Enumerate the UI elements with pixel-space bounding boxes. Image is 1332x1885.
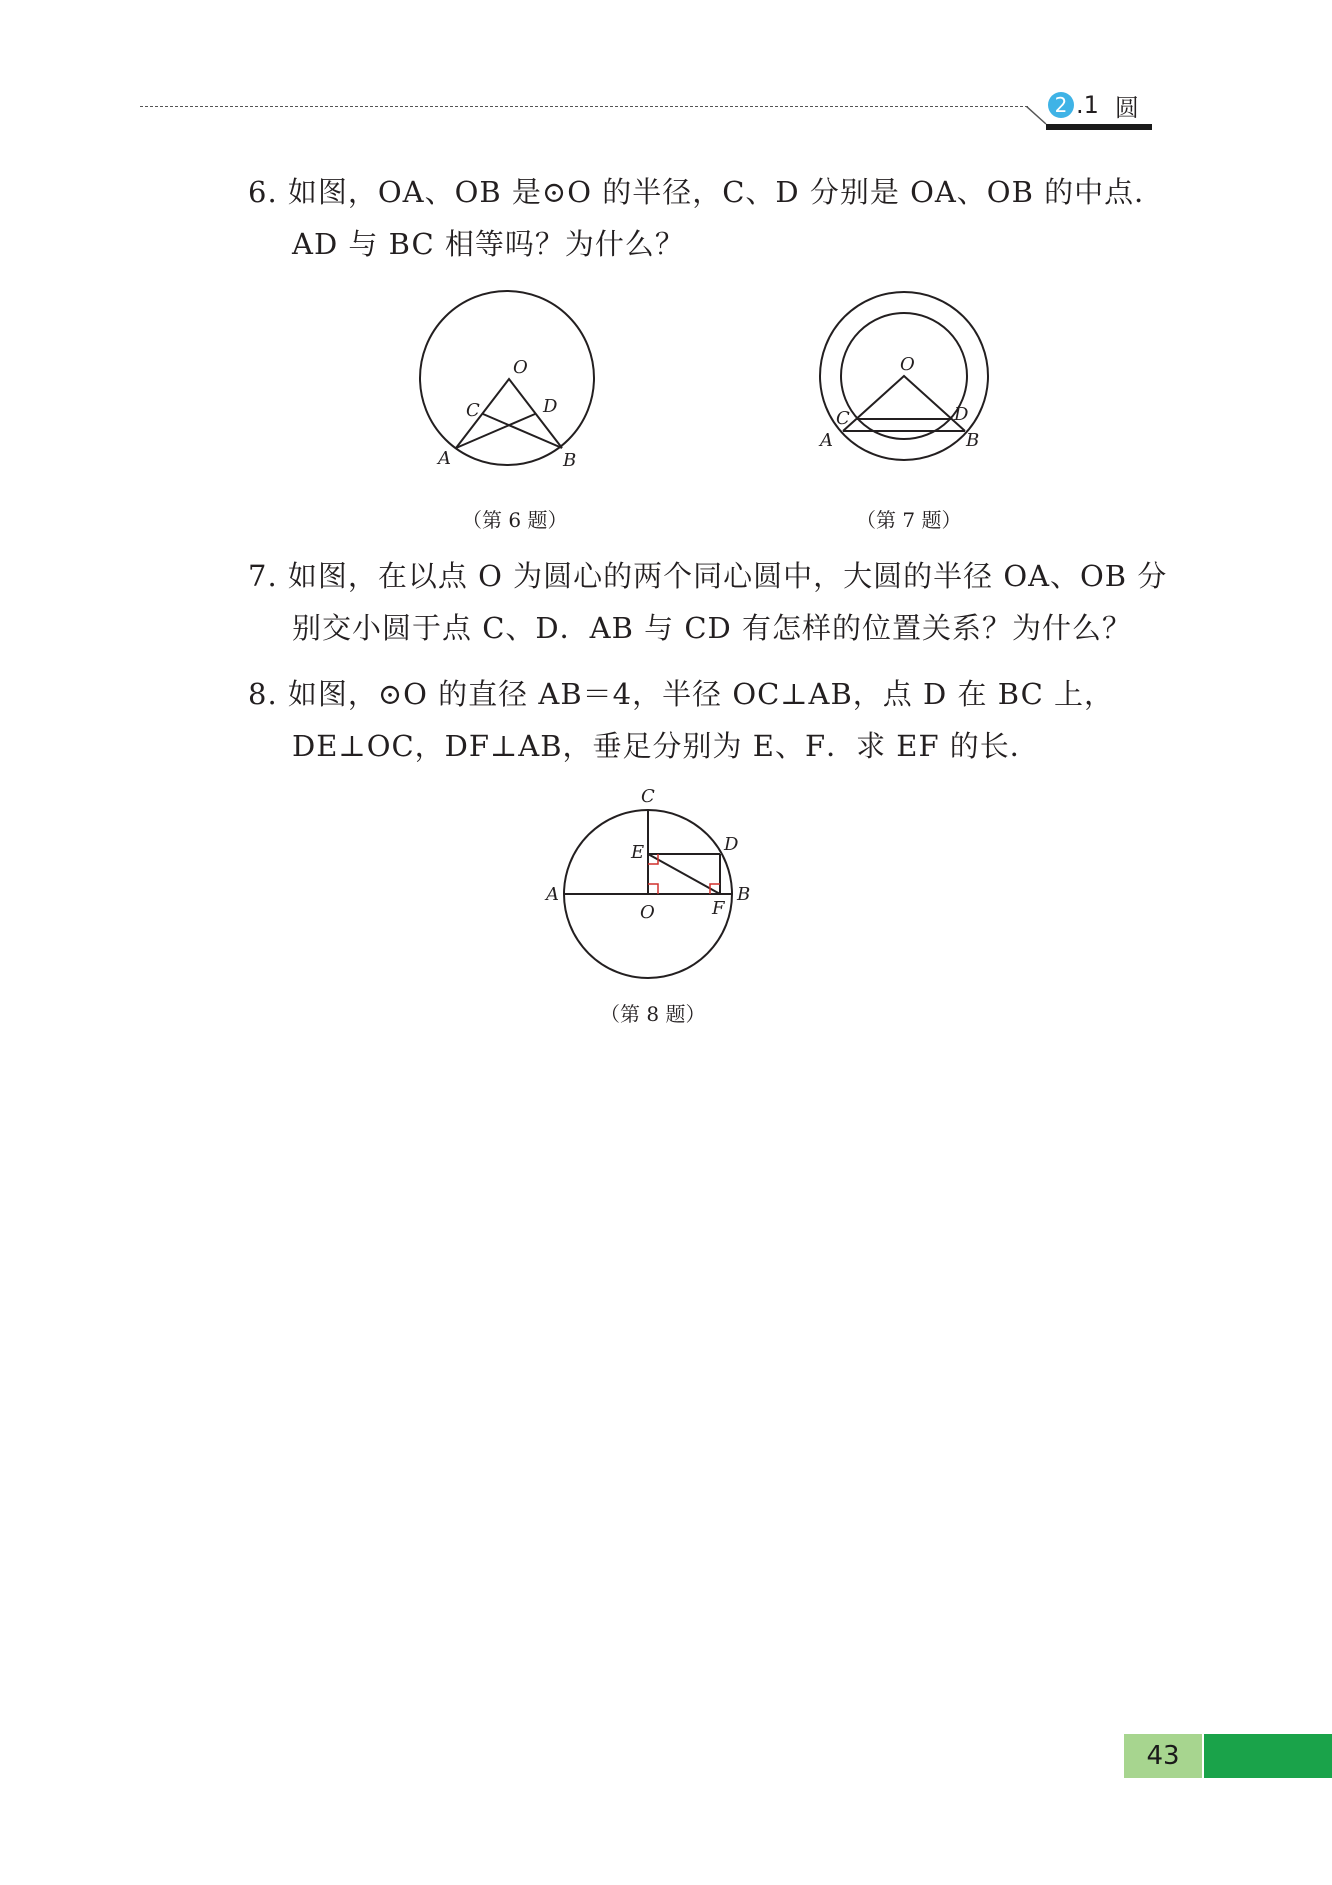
fig7-label-O: O — [900, 354, 915, 375]
figure-6 — [416, 288, 606, 478]
fig8-right-angle-O — [648, 884, 658, 894]
fig6-label-D: D — [543, 396, 558, 417]
figure-6-caption: （第 6 题） — [462, 508, 568, 532]
problem-8-line-2: DE⊥OC，DF⊥AB，垂足分别为 E、F．求 EF 的长． — [292, 729, 1040, 763]
fig7-label-C: C — [836, 408, 850, 429]
figure-8-caption: （第 8 题） — [600, 1002, 706, 1026]
fig8-label-C: C — [641, 786, 655, 807]
fig7-label-D: D — [954, 404, 969, 425]
fig6-label-O: O — [513, 357, 528, 378]
figure-7-caption: （第 7 题） — [856, 508, 962, 532]
fig8-label-A: A — [546, 884, 559, 905]
problem-7-line-1: 7. 如图，在以点 O 为圆心的两个同心圆中，大圆的半径 OA、OB 分 — [248, 559, 1168, 593]
figure-7 — [812, 284, 1002, 474]
fig8-label-O: O — [640, 902, 655, 923]
section-heading — [1048, 90, 1139, 120]
header-slant-line — [1026, 106, 1048, 126]
problem-7 — [248, 550, 1168, 654]
fig7-label-B: B — [966, 430, 980, 451]
problem-6 — [248, 166, 1165, 270]
problem-6-line-1: 6. 如图，OA、OB 是⊙O 的半径，C、D 分别是 OA、OB 的中点． — [248, 175, 1165, 209]
fig8-label-F: F — [712, 898, 725, 919]
section-number-badge: 2 — [1048, 92, 1074, 118]
page-number-strip — [1204, 1734, 1332, 1778]
fig8-label-D: D — [724, 834, 739, 855]
fig8-segment-EF — [648, 854, 720, 894]
fig8-label-B: B — [737, 884, 751, 905]
problem-7-line-2: 别交小圆于点 C、D．AB 与 CD 有怎样的位置关系？为什么？ — [292, 611, 1133, 645]
problem-6-line-2: AD 与 BC 相等吗？为什么？ — [292, 227, 685, 261]
fig6-circle — [420, 291, 594, 465]
fig8-label-E: E — [631, 842, 645, 863]
fig6-label-B: B — [563, 450, 577, 471]
figure-8 — [540, 784, 760, 984]
section-title: 圆 — [1114, 93, 1139, 122]
header-underline-bar — [1046, 124, 1152, 130]
fig6-label-C: C — [466, 400, 480, 421]
header-dashed-rule — [140, 106, 1028, 107]
section-number-rest: .1 — [1076, 91, 1099, 119]
problem-8-line-1: 8. 如图，⊙O 的直径 AB＝4，半径 OC⊥AB，点 D 在 BC 上， — [248, 677, 1114, 711]
page-number: 43 — [1124, 1734, 1202, 1778]
fig6-label-A: A — [438, 448, 451, 469]
problem-8 — [248, 668, 1158, 772]
fig7-label-A: A — [820, 430, 833, 451]
